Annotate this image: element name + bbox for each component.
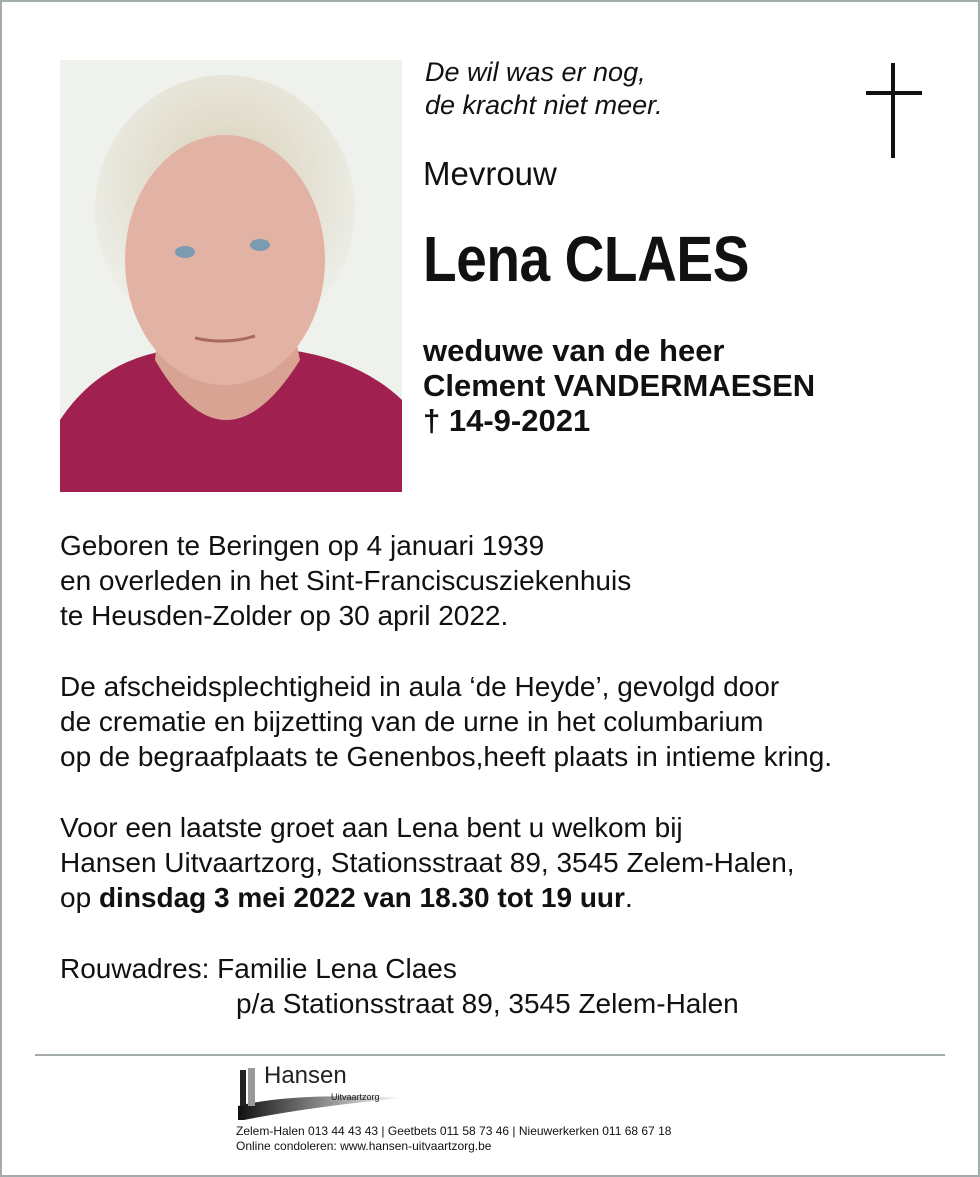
cross-icon [866, 63, 922, 158]
mourning-address [60, 951, 739, 1021]
visitation-time-line [60, 880, 795, 915]
quote-line: de kracht niet meer. [425, 90, 663, 120]
quote [425, 56, 663, 122]
text-line: te Heusden-Zolder op 30 april 2022. [60, 600, 509, 631]
text-line: Geboren te Beringen op 4 januari 1939 [60, 530, 545, 561]
ceremony-paragraph [60, 669, 832, 774]
logo-name: Hansen [264, 1062, 347, 1089]
text-line: De afscheidsplechtigheid in aula ‘de Heyde’, gevolgd door [60, 671, 780, 702]
widow-info [423, 333, 815, 438]
spouse-name: Clement VANDERMAESEN [423, 368, 816, 403]
birth-death-paragraph [60, 528, 631, 633]
online-condolences-link[interactable]: Online condoleren: www.hansen-uitvaartzorg.be [236, 1139, 492, 1153]
portrait-photo [60, 60, 402, 492]
text-line: de crematie en bijzetting van de urne in het columbarium [60, 706, 764, 737]
text-line: Rouwadres: Familie Lena Claes [60, 953, 457, 984]
visitation-paragraph [60, 810, 795, 915]
text: . [624, 882, 633, 913]
quote-line: De wil was er nog, [425, 57, 646, 87]
widow-line: weduwe van de heer [423, 333, 725, 368]
footer-contact [236, 1124, 671, 1154]
deceased-name: Lena CLAES [423, 223, 749, 295]
text-line: en overleden in het Sint-Franciscusziekenhuis [60, 565, 632, 596]
hansen-logo [234, 1062, 404, 1120]
divider [35, 1054, 945, 1056]
text-line: p/a Stationsstraat 89, 3545 Zelem-Halen [236, 988, 739, 1019]
phone-numbers: Zelem-Halen 013 44 43 43 | Geetbets 011 58 73 46 | Nieuwerkerken 011 68 67 18 [236, 1124, 672, 1138]
spouse-death-date: † 14-9-2021 [423, 403, 591, 438]
text-line: op de begraafplaats te Genenbos,heeft plaats in intieme kring. [60, 741, 833, 772]
honorific: Mevrouw [423, 155, 557, 192]
text: op [60, 882, 99, 913]
text-line: Hansen Uitvaartzorg, Stationsstraat 89, 3545 Zelem-Halen, [60, 847, 795, 878]
logo-subtitle: Uitvaartzorg [331, 1092, 380, 1102]
visitation-time: dinsdag 3 mei 2022 van 18.30 tot 19 uur [98, 882, 625, 913]
text-line: Voor een laatste groet aan Lena bent u welkom bij [60, 812, 683, 843]
